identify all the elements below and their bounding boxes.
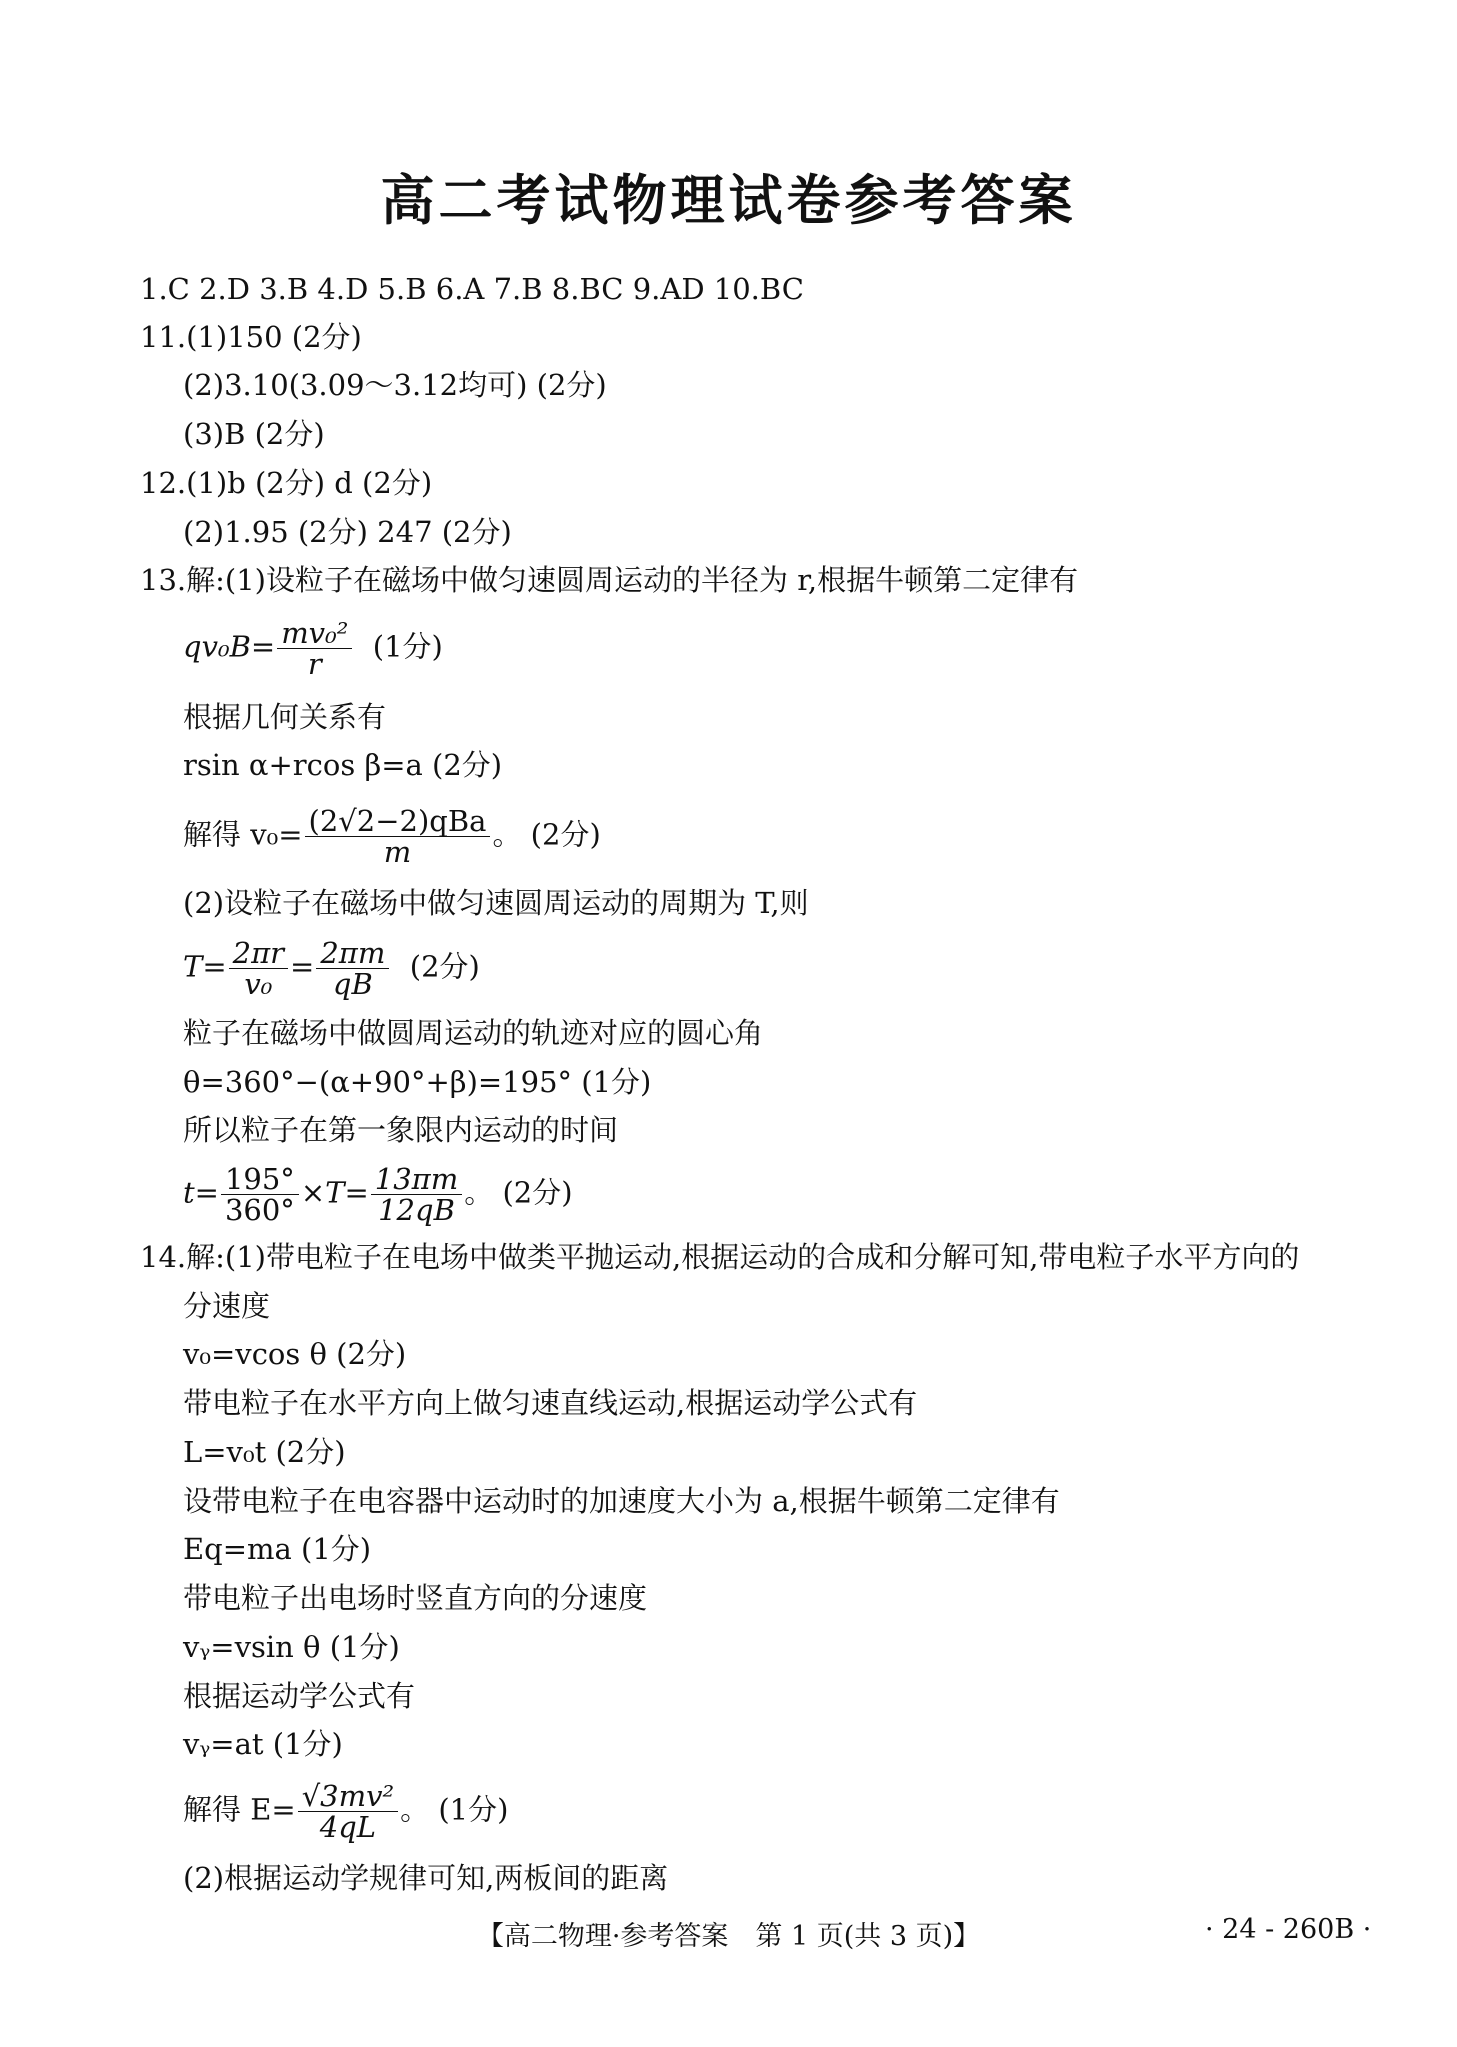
q13-part2: (2)设粒子在磁场中做匀速圆周运动的周期为 T,则	[183, 886, 809, 920]
q13-eq1-lhs: qv₀B=	[183, 629, 276, 664]
q14-intro: 14.解:(1)带电粒子在电场中做类平抛运动,根据运动的合成和分解可知,带电粒子水平方向的	[140, 1240, 1300, 1274]
fraction-numerator: 2πm	[316, 938, 389, 969]
q14-eq6-fraction	[298, 1781, 398, 1842]
page-title: 高二考试物理试卷参考答案	[380, 169, 1077, 232]
answers-1-10: 1.C 2.D 3.B 4.D 5.B 6.A 7.B 8.BC 9.AD 10.BC	[140, 272, 804, 306]
fraction-numerator: 2πr	[229, 938, 288, 969]
q14-eq6-prefix: 解得 E=	[183, 1792, 296, 1827]
q14-intro-2: 分速度	[183, 1289, 271, 1323]
q14-eq2: L=v₀t (2分)	[183, 1435, 346, 1469]
q13-eq2: rsin α+rcos β=a (2分)	[183, 748, 503, 782]
q14-eq5: vᵧ=at (1分)	[183, 1727, 343, 1761]
q14-eq1: v₀=vcos θ (2分)	[183, 1337, 407, 1371]
fraction-denominator: m	[383, 835, 412, 869]
q13-geometry-text: 根据几何关系有	[183, 700, 387, 734]
q13-intro: 13.解:(1)设粒子在磁场中做匀速圆周运动的半径为 r,根据牛顿第二定律有	[140, 563, 1079, 597]
q12-part1: 12.(1)b (2分) d (2分)	[140, 466, 433, 500]
q11-part3: (3)B (2分)	[183, 417, 325, 451]
page-footer: 【高二物理·参考答案 第 1 页(共 3 页)】	[476, 1921, 981, 1952]
q13-angle-text: 粒子在磁场中做圆周运动的轨迹对应的圆心角	[183, 1016, 764, 1050]
q14-text-2: 设带电粒子在电容器中运动时的加速度大小为 a,根据牛顿第二定律有	[183, 1484, 1060, 1518]
q14-eq3: Eq=ma (1分)	[183, 1532, 372, 1566]
q14-eq6-score: 。 (1分)	[400, 1792, 509, 1827]
fraction-numerator: 195°	[221, 1164, 299, 1195]
q14-eq6	[183, 1781, 508, 1842]
q13-eq1-fraction	[277, 618, 352, 679]
q13-eq1-score: (1分)	[372, 629, 443, 664]
q11-part1: 11.(1)150 (2分)	[140, 320, 362, 354]
q14-text-1: 带电粒子在水平方向上做匀速直线运动,根据运动学公式有	[183, 1386, 918, 1420]
q13-eq4-equals: =	[290, 949, 315, 984]
q13-eq3-prefix: 解得 v₀=	[183, 817, 303, 852]
q14-eq4: vᵧ=vsin θ (1分)	[183, 1630, 400, 1664]
fraction-denominator: v₀	[244, 967, 273, 1001]
q13-eq4-score: (2分)	[409, 949, 480, 984]
q13-eq1	[183, 618, 443, 679]
q14-text-4: 根据运动学公式有	[183, 1679, 416, 1713]
q13-eq3	[183, 806, 601, 867]
q13-eq5: θ=360°−(α+90°+β)=195° (1分)	[183, 1065, 652, 1099]
q13-eq6-fraction-2	[371, 1164, 462, 1225]
fraction-denominator: r	[307, 647, 322, 681]
q13-eq6-lhs: t=	[183, 1175, 219, 1210]
fraction-numerator: √3mv²	[298, 1781, 398, 1812]
fraction-denominator: qB	[332, 967, 373, 1001]
fraction-denominator: 12qB	[378, 1193, 455, 1227]
fraction-numerator: mv₀²	[277, 618, 352, 649]
q12-part2: (2)1.95 (2分) 247 (2分)	[183, 515, 512, 549]
q13-eq3-score: 。 (2分)	[492, 817, 601, 852]
fraction-denominator: 4qL	[319, 1810, 377, 1844]
q14-part2: (2)根据运动学规律可知,两板间的距离	[183, 1861, 669, 1895]
document-code: · 24 - 260B ·	[1205, 1914, 1372, 1945]
q13-eq4	[183, 938, 480, 999]
q13-eq4-lhs: T=	[183, 949, 227, 984]
q13-eq3-fraction	[305, 806, 491, 867]
fraction-numerator: (2√2−2)qBa	[305, 806, 491, 837]
q13-eq6-score: 。 (2分)	[464, 1175, 573, 1210]
q13-eq4-fraction-2	[316, 938, 389, 999]
q13-eq6-fraction-1	[221, 1164, 299, 1225]
q13-eq4-fraction-1	[229, 938, 288, 999]
q14-text-3: 带电粒子出电场时竖直方向的分速度	[183, 1581, 648, 1615]
fraction-denominator: 360°	[224, 1193, 295, 1227]
fraction-numerator: 13πm	[371, 1164, 462, 1195]
q13-eq6-mid: ×T=	[300, 1175, 369, 1210]
q11-part2: (2)3.10(3.09～3.12均可) (2分)	[183, 368, 607, 402]
q13-time-text: 所以粒子在第一象限内运动的时间	[183, 1113, 619, 1147]
q13-eq6	[183, 1164, 573, 1225]
